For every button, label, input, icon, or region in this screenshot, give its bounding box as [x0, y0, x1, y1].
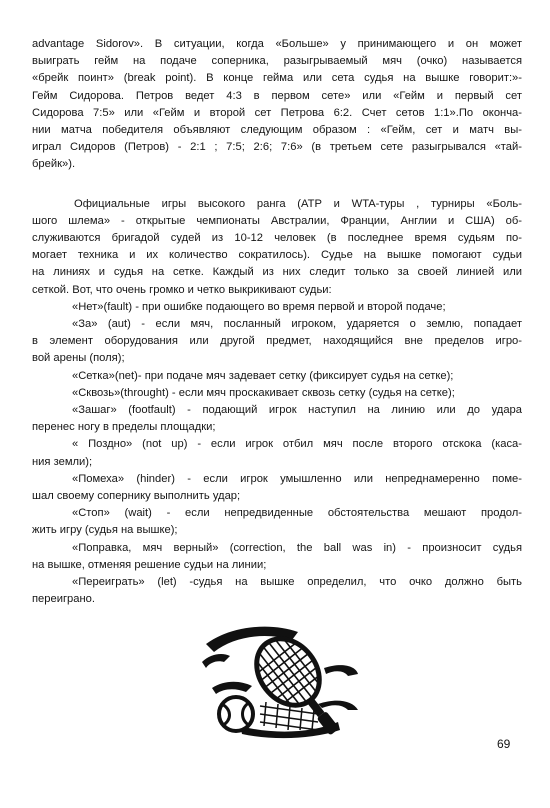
- text-line: служиваются бригадой судей из 10-12 человек (в последнее время судьям по-: [32, 232, 522, 245]
- text-line: на вышке, отменяя решение судьи на линии;: [32, 558, 267, 571]
- text-line: ния земли);: [32, 455, 93, 468]
- text-line: жить игру (судья на вышке);: [32, 524, 178, 537]
- text-line: «Сетка»(net)- при подаче мяч задевает сетку (фиксирует судья на сетке);: [72, 369, 454, 382]
- umpire-call-item: [32, 316, 522, 368]
- umpire-call-item: [32, 540, 522, 574]
- paragraph-gap: [32, 174, 522, 196]
- text-line: «Помеха» (hinder) - если игрок умышленно или непреднамеренно поме-: [72, 472, 522, 485]
- text-line: «Переиграть» (let) -судья на вышке определил, что очко должно быть: [72, 576, 522, 589]
- paragraph-officials: [32, 196, 522, 299]
- umpire-call-item: [32, 505, 522, 539]
- umpire-call-item: [32, 402, 522, 436]
- text-line: вой арены (поля);: [32, 352, 125, 365]
- umpire-call-item: [32, 299, 522, 316]
- body-text: [32, 36, 522, 609]
- text-line: «За» (aut) - если мяч, посланный игроком, ударяется о землю, попадает: [72, 318, 522, 331]
- umpire-call-item: [32, 385, 522, 402]
- text-line: сеткой. Вот, что очень громко и четко выкрикивают судьи:: [32, 283, 332, 296]
- text-line: в элемент оборудования или другой предмет, находящийся вне пределов игро-: [32, 335, 522, 348]
- text-line: «Сквозь»(throught) - если мяч проскакивает сквозь сетку (судья на сетке);: [72, 386, 455, 399]
- text-line: выиграть гейм на подаче соперника, разыгрываемый мяч (очко) называется: [32, 55, 522, 68]
- umpire-call-item: [32, 574, 522, 608]
- text-line: «Поправка, мяч верный» (correction, the ball was in) - произносит судья: [72, 541, 522, 554]
- text-line: «Нет»(fault) - при ошибке подающего во время первой и второй подаче;: [72, 300, 446, 313]
- text-line: играл Сидоров (Петров) - 2:1 ; 7:5; 2:6; 7:6» (в третьем сете разыгрывался «тай-: [32, 141, 522, 154]
- text-line: могает техника и их количество сократилось). Судье на вышке помогают судьи: [32, 249, 522, 262]
- text-line: переиграно.: [32, 593, 96, 606]
- text-line: Официальные игры высокого ранга (АТР и WTA-туры , турниры «Боль-: [74, 197, 522, 210]
- text-line: «Зашаг» (footfault) - подающий игрок наступил на линию или до удара: [72, 404, 522, 417]
- umpire-call-item: [32, 436, 522, 470]
- text-line: на линиях и судья на сетке. Каждый из них следит только за своей линией или: [32, 266, 522, 279]
- text-line: перенес ногу в пределы площадки;: [32, 421, 216, 434]
- text-line: «брейк поинт» (break point). В конце гейма или сета судья на вышке говорит:»-: [32, 72, 522, 85]
- text-line: нии матча победителя объявляют следующим образом : «Гейм, сет и матч вы-: [32, 124, 522, 137]
- text-line: брейк»).: [32, 158, 76, 171]
- umpire-call-item: [32, 471, 522, 505]
- text-line: шал своему сопернику выполнить удар;: [32, 490, 241, 503]
- text-line: « Поздно» (not up) - если игрок отбил мяч после второго отскока (каса-: [72, 438, 522, 451]
- tennis-racket-clipart-icon: [200, 622, 360, 740]
- text-line: «Стоп» (wait) - если непредвиденные обстоятельства мешают продол-: [72, 507, 522, 520]
- text-line: Гейм Сидорова. Петров ведет 4:3 в первом сете» или «Гейм и первый сет: [32, 89, 522, 102]
- text-line: Сидорова 7:5» или «Гейм и второй сет Петрова 6:2. Счет сетов 1:1».По оконча-: [32, 106, 522, 119]
- text-line: шого шлема» - открытые чемпионаты Австралии, Франции, Англии и США) об-: [32, 214, 522, 227]
- paragraph-scoring: [32, 36, 522, 174]
- umpire-calls-list: [32, 299, 522, 609]
- page-number: 69: [497, 737, 511, 751]
- umpire-call-item: [32, 368, 522, 385]
- text-line: advantage Sidorov». В ситуации, когда «Больше» у принимающего и он может: [32, 38, 522, 50]
